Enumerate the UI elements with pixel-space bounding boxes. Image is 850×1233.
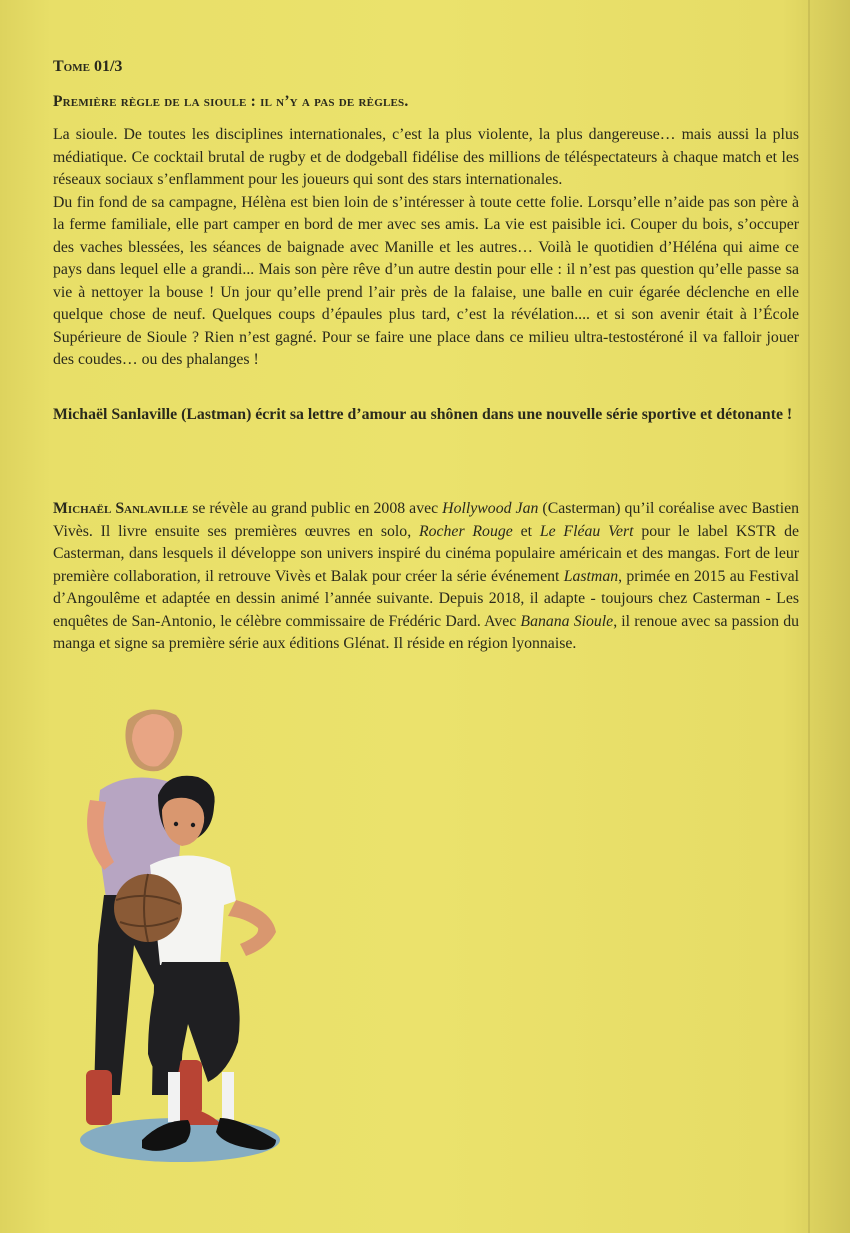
work-title-1: Hollywood Jan	[442, 500, 539, 517]
author-bio	[53, 498, 799, 656]
pitch-line: Michaël Sanlaville (Lastman) écrit sa lettre d’amour au shônen dans une nouvelle série sportive et détonante !	[53, 406, 793, 423]
bio-text-2: (Casterman) qu’il coréalise avec Bastien Vivès. Il livre ensuite ses premières œuvres en solo,	[53, 500, 799, 540]
bio-text-4: pour le label KSTR de Casterman, dans lesquels il développe son univers inspiré du cinéma populaire américain et des mangas. Fort de leur première collaboration, il retrouve Vivès et Balak pour créer la série événement	[53, 522, 799, 585]
spine-edge	[808, 0, 810, 1233]
bio-text-1: se révèle au grand public en 2008 avec	[188, 500, 443, 517]
work-title-5: Banana Sioule	[520, 612, 614, 630]
volume-number: Tome 01/3	[53, 58, 123, 75]
work-title-2: Rocher Rouge	[418, 522, 513, 540]
work-title-3: Le Fléau Vert	[539, 522, 634, 540]
work-title-4: Lastman	[563, 567, 619, 585]
tagline-heading: Première règle de la sioule : il n’y a pas de règles.	[53, 93, 409, 110]
synopsis	[53, 124, 799, 372]
author-name: Michaël Sanlaville	[53, 500, 189, 517]
synopsis-paragraph-1: La sioule. De toutes les disciplines internationales, c’est la plus violente, la plus dangereuse… mais aussi la plus médiatique. Ce cocktail brutal de rugby et de dodgeball fidélise des millions de téléspectateurs à chaque match et les réseaux sociaux s’enflamment pour les joueurs qui sont des stars internationales.	[53, 126, 799, 188]
bio-text-5: , primée en 2015 au Festival d’Angoulême et adaptée en dessin animé l’année suivante. Depuis 2018, il adapte - toujours chez Casterman - Les enquêtes de San-Antonio, le célèbre commissaire de Frédéric Dard. Avec	[53, 567, 799, 630]
synopsis-paragraph-2: Du fin fond de sa campagne, Hélèna est bien loin de s’intéresser à toute cette folie. Lorsqu’elle n’aide pas son père à la ferme familiale, elle part camper en bord de mer avec ses amis. La vie est paisible ici. Couper du bois, s’occuper des vaches blessées, les séances de baignade avec Manille et les autres… Voilà le quotidien d’Héléna qui aime ce pays dans lequel elle a grandi... Mais son père rêve d’un autre destin pour elle : il n’est pas question qu’elle passe sa vie à nettoyer la bouse ! Un jour qu’elle prend l’air près de la falaise, une balle en cuir égarée déclenche en elle quelque chose de neuf. Quelques coups d’épaules plus tard, c’est la révélation.... et si son avenir était à l’École Supérieure de Sioule ? Rien n’est gagné. Pour se faire une place dans ce milieu ultra-testostéroné il va falloir jouer des coudes… ou des phalanges !	[53, 193, 799, 368]
bio-text-6: , il renoue avec sa passion du manga et signe sa première série aux éditions Glénat. Il réside en région lyonnaise.	[53, 612, 799, 652]
two-sioule-players-illustration	[50, 700, 300, 1180]
bio-text-3: et	[512, 522, 540, 540]
leather-ball-icon	[114, 874, 182, 942]
